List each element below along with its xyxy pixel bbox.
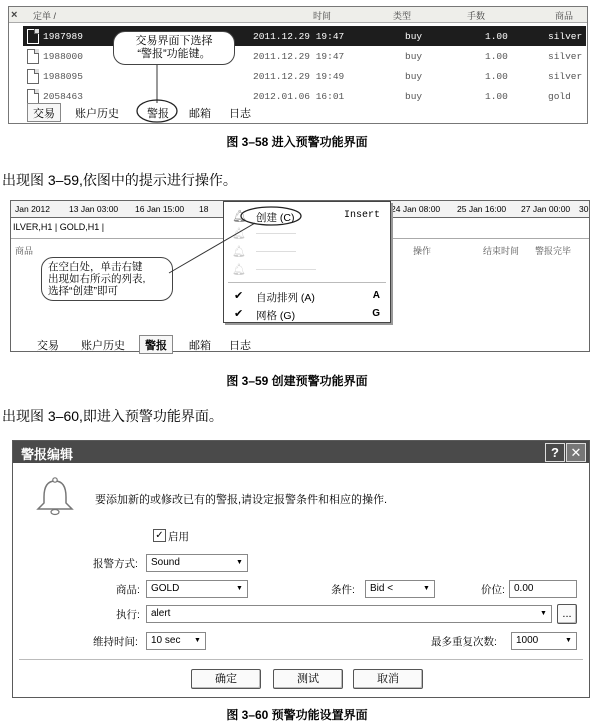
order-symbol: silver <box>548 71 583 82</box>
time-label: Jan 2012 <box>15 204 50 214</box>
alert-edit-dialog <box>12 440 590 698</box>
time-label: 16 Jan 15:00 <box>135 204 185 214</box>
symbol-label: 商品: <box>116 584 140 596</box>
chevron-down-icon: ▼ <box>565 637 572 644</box>
col-time[interactable]: 时间 <box>313 11 332 21</box>
enable-label: 启用 <box>168 531 189 543</box>
tab-journal[interactable]: 日志 <box>229 108 251 120</box>
order-type: buy <box>405 71 423 82</box>
order-time: 2011.12.29 19:47 <box>253 31 345 42</box>
callout-pointer-line <box>11 201 589 351</box>
terminal-trade-panel <box>8 6 588 124</box>
callout-line: 交易界面下选择 <box>135 35 213 47</box>
order-type: buy <box>405 51 423 62</box>
menu-label: 自动排列 (A) <box>256 292 315 304</box>
select-value: 10 sec <box>151 635 181 646</box>
select-value: alert <box>151 608 171 619</box>
chevron-down-icon: ▼ <box>423 585 430 592</box>
select-value: GOLD <box>151 583 180 594</box>
duration-label: 维持时间: <box>93 636 138 648</box>
input-value: 0.00 <box>514 583 534 594</box>
order-id: 1988095 <box>43 71 83 82</box>
execute-label: 执行: <box>116 609 140 621</box>
menu-shortcut: Insert <box>343 210 380 221</box>
browse-button[interactable]: ... <box>557 604 577 624</box>
col-symbol[interactable]: 商品 <box>555 11 574 21</box>
select-value: 1000 <box>516 635 539 646</box>
bell-icon: 🔔︎ <box>232 209 248 223</box>
figure-caption: 图 3–59 创建预警功能界面 <box>226 374 368 388</box>
tab-mailbox[interactable]: 邮箱 <box>189 340 211 352</box>
body-text: 出现图 3–59,依图中的提示进行操作。 <box>2 172 237 188</box>
order-id: 1987989 <box>43 31 83 42</box>
order-symbol: silver <box>548 51 583 62</box>
menu-label: 网格 (G) <box>256 310 296 322</box>
price-input[interactable] <box>509 580 577 598</box>
test-button[interactable]: 测试 <box>273 669 343 689</box>
tab-alerts[interactable]: 警报 <box>147 108 169 120</box>
condition-label: 条件: <box>331 584 355 596</box>
order-symbol: silver <box>548 31 583 42</box>
callout-line: 出现如右所示的列表, <box>48 273 146 285</box>
order-time: 2011.12.29 19:47 <box>253 51 345 62</box>
tab-history[interactable]: 账户历史 <box>75 108 119 120</box>
dialog-titlebar <box>13 441 589 463</box>
order-id: 1988000 <box>43 51 83 62</box>
max-repeat-label: 最多重复次数: <box>431 636 497 648</box>
order-time: 2011.12.29 19:49 <box>253 71 345 82</box>
symbol-select[interactable] <box>146 580 248 598</box>
check-icon: ✔ <box>234 290 244 302</box>
order-lots: 1.00 <box>485 71 508 82</box>
col-alert-done[interactable]: 警报完毕 <box>535 246 572 256</box>
tab-mailbox[interactable]: 邮箱 <box>189 108 211 120</box>
chart-symbol-tabs[interactable]: ILVER,H1 | GOLD,H1 | <box>13 222 105 232</box>
time-label: 24 Jan 08:00 <box>391 204 441 214</box>
chevron-down-icon: ▼ <box>194 637 201 644</box>
time-label: 25 Jan 16:00 <box>457 204 507 214</box>
bell-icon: 🔔︎ <box>232 246 246 258</box>
close-panel-button[interactable]: × <box>11 9 18 21</box>
callout-line: 在空白处，单击右键 <box>48 261 143 273</box>
execute-select[interactable] <box>146 605 552 623</box>
close-button[interactable]: ✕ <box>566 443 586 462</box>
tab-trade[interactable]: 交易 <box>27 103 61 122</box>
alert-method-select[interactable] <box>146 554 248 572</box>
ok-button[interactable]: 确定 <box>191 669 261 689</box>
tab-history[interactable]: 账户历史 <box>81 340 125 352</box>
time-label: 27 Jan 00:00 <box>521 204 571 214</box>
duration-select[interactable] <box>146 632 206 650</box>
col-lots[interactable]: 手数 <box>467 11 486 21</box>
order-id: 2058463 <box>43 91 83 102</box>
order-time: 2012.01.06 16:01 <box>253 91 345 102</box>
condition-select[interactable] <box>365 580 435 598</box>
col-expiry[interactable]: 结束时间 <box>483 246 520 256</box>
chevron-down-icon: ▼ <box>236 585 243 592</box>
col-type[interactable]: 类型 <box>393 11 412 21</box>
order-lots: 1.00 <box>485 31 508 42</box>
menu-label: 创建 (C) <box>256 212 295 224</box>
tab-alerts[interactable]: 警报 <box>139 335 173 354</box>
chevron-down-icon: ▼ <box>540 610 547 617</box>
order-lots: 1.00 <box>485 91 508 102</box>
divider <box>19 659 583 660</box>
max-repeat-select[interactable] <box>511 632 577 650</box>
col-order[interactable]: 定单 / <box>33 11 57 21</box>
bell-icon: 🔔︎ <box>232 264 246 276</box>
terminal-alerts-panel <box>10 200 590 352</box>
callout-line: “警报”功能键。 <box>137 48 211 60</box>
cancel-button[interactable]: 取消 <box>353 669 423 689</box>
enable-checkbox[interactable]: ✓ <box>153 529 166 542</box>
check-icon: ✔ <box>234 308 244 320</box>
col-symbol[interactable]: 商品 <box>15 246 34 256</box>
chevron-down-icon: ▼ <box>236 559 243 566</box>
alert-method-label: 报警方式: <box>93 558 138 570</box>
dialog-title: 警报编辑 <box>21 447 74 462</box>
menu-shortcut: G <box>372 308 380 319</box>
menu-shortcut: A <box>372 290 380 301</box>
tab-journal[interactable]: 日志 <box>229 340 251 352</box>
figure-caption: 图 3–60 预警功能设置界面 <box>226 708 368 722</box>
order-symbol: gold <box>548 91 571 102</box>
time-label: 18 <box>199 204 209 214</box>
order-type: buy <box>405 31 423 42</box>
tab-trade[interactable]: 交易 <box>37 340 59 352</box>
order-type: buy <box>405 91 423 102</box>
help-button[interactable]: ? <box>545 443 565 462</box>
dialog-description: 要添加新的或修改已有的警报,请设定报警条件和相应的操作. <box>95 494 388 506</box>
time-label: 13 Jan 03:00 <box>69 204 119 214</box>
figure-caption: 图 3–58 进入预警功能界面 <box>226 135 368 149</box>
bell-icon: 🔔︎ <box>232 228 246 240</box>
time-label: 30 <box>579 204 589 214</box>
bell-icon <box>33 475 77 519</box>
select-value: Sound <box>151 557 180 568</box>
order-lots: 1.00 <box>485 51 508 62</box>
body-text: 出现图 3–60,即进入预警功能界面。 <box>2 408 223 424</box>
col-action[interactable]: 操作 <box>413 246 432 256</box>
callout-line: 选择“创建”即可 <box>48 285 118 297</box>
price-label: 价位: <box>481 584 505 596</box>
select-value: Bid < <box>370 583 394 594</box>
